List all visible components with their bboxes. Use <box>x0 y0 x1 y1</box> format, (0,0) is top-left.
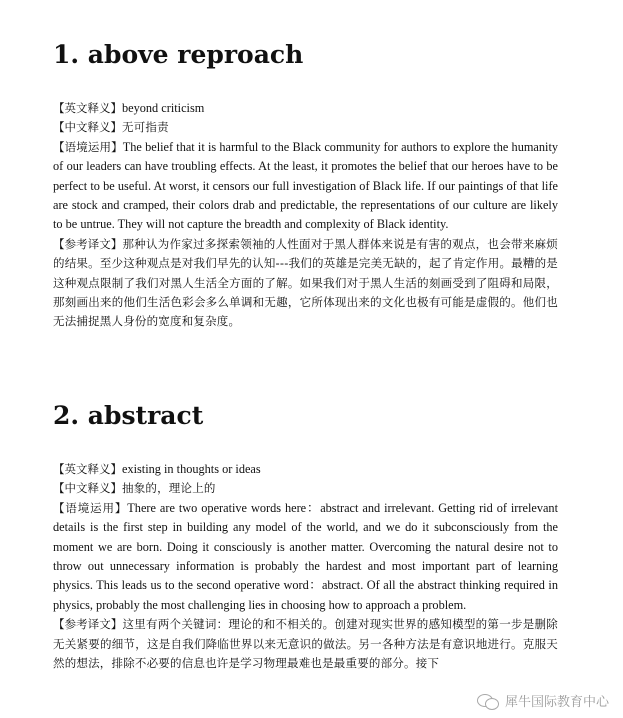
chinese-definition <box>53 479 558 498</box>
translation-paragraph <box>53 235 558 332</box>
chinese-definition-tag: 【中文释义】 <box>53 120 122 135</box>
english-definition-tag: 【英文释义】 <box>53 462 122 476</box>
translation-tag: 【参考译文】 <box>53 617 123 632</box>
wechat-icon <box>477 692 499 710</box>
translation-text: 那种认为作家过多探索领袖的人性面对于黑人群体来说是有害的观点，也会带来麻烦的结果。至少这种观点是对我们早先的认知---我们的英雄是完美无缺的，起了肯定作用。最糟的是这种观点限制了我们对黑人生活全方面的了解。如果我们对于黑人生活的刻画受到了阻碍和局限，那刻画出来的他们生活色彩会多么单调和无趣，它所体现出来的文化也极有可能是虚假的。他们也无法捕捉黑人身份的宽度和复杂度。 <box>53 236 559 329</box>
entry-1 <box>53 40 558 332</box>
translation-text: 这里有两个关键词：理论的和不相关的。创建对现实世界的感知模型的第一步是删除无关紧要的细节，这是自我们降临世界以来无意识的做法。另一各种方法是有意识地进行。克服天然的想法，排除不必要的信息也许是学习物理最难也是最重要的部分。接下 <box>53 617 559 671</box>
entry-2 <box>53 401 558 673</box>
translation-tag: 【参考译文】 <box>53 236 123 251</box>
entry-title: 1. above reproach <box>53 40 304 69</box>
usage-paragraph <box>53 499 558 615</box>
chinese-definition-tag: 【中文释义】 <box>53 481 122 496</box>
usage-paragraph <box>53 138 558 235</box>
translation-paragraph <box>53 615 558 673</box>
usage-tag: 【语境运用】 <box>53 139 123 154</box>
watermark-text: 犀牛国际教育中心 <box>504 695 609 710</box>
english-definition-tag: 【英文释义】 <box>53 101 122 115</box>
english-definition-text: beyond criticism <box>122 101 205 115</box>
entry-title: 2. abstract <box>53 401 204 430</box>
watermark <box>477 691 609 710</box>
usage-text: There are two operative words here：abstract and irrelevant. Getting rid of irrelevant details is the first step in building any model of the world, and we do it subconsciously from the moment we are born. Doing it consciously is another matter. Overcoming the natural desire not to throw out unnecessary information is probably the hardest and most important part of learning physics. This leads us to the second operative word：abstract. Of all the abstract thinking required in physics, probably the most challenging lies in choosing how to approach a problem. <box>53 500 558 612</box>
english-definition <box>53 99 558 118</box>
usage-text: The belief that it is harmful to the Black community for authors to explore the humanity of our leaders can have troubling effects. At the least, it promotes the belief that our heroes have to be perfect to be useful. At worst, it censors our full investigation of Black life. If our paintings of that life are stock and cramped, their colors drab and predictable, the representations of our culture are likely to be untrue. They will not capture the breadth and complexity of Black identity. <box>53 139 559 232</box>
chinese-definition <box>53 118 558 137</box>
english-definition-text: existing in thoughts or ideas <box>122 462 261 476</box>
english-definition <box>53 460 558 479</box>
chinese-definition-text: 抽象的，理论上的 <box>122 481 216 496</box>
chinese-definition-text: 无可指责 <box>122 120 169 135</box>
usage-tag: 【语境运用】 <box>53 500 128 515</box>
